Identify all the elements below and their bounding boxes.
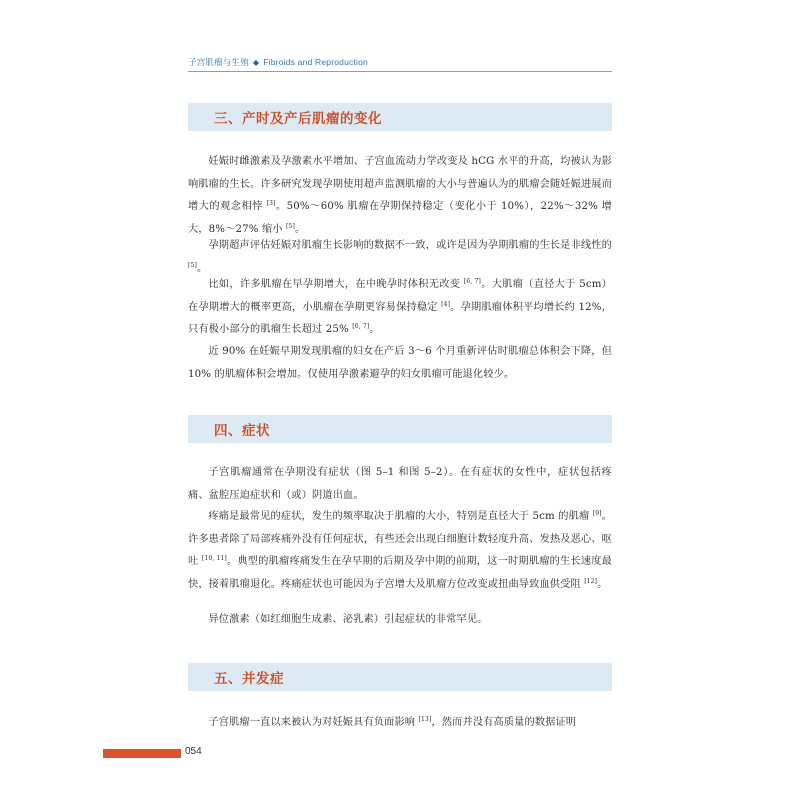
section-title: 三、产时及产后肌瘤的变化 — [214, 111, 382, 127]
paragraph — [188, 712, 612, 735]
paragraph — [188, 151, 612, 241]
paragraph — [188, 462, 612, 507]
paragraph-text: 子宫肌瘤一直以来被认为对妊娠具有负面影响 — [208, 717, 419, 728]
citation-reference: [10, 11] — [201, 555, 227, 562]
paragraph-text: 。孕期肌瘤体积平均增长约 12%，只有极小部分的肌瘤生长超过 25% — [188, 301, 612, 335]
section-heading-5 — [188, 663, 612, 691]
header-divider — [188, 71, 612, 72]
paragraph-text: 孕期超声评估妊娠对肌瘤生长影响的数据不一致，或许是因为孕期肌瘤的生长是非线性的 — [208, 240, 612, 251]
paragraph-text: 。典型的肌瘤疼痛发生在孕早期的后期及孕中期的前期，这一时期肌瘤的生长速度最快，接着肌瘤退化。疼痛症状也可能因为子宫增大及肌瘤方位改变或扭曲导致血供受阻 — [188, 556, 613, 590]
header-title-en: Fibroids and Reproduction — [263, 57, 368, 67]
paragraph-text: 。 — [597, 578, 608, 590]
paragraph-text: 。50%～60% 肌瘤在孕期保持稳定（变化小于 10%），22%～32% 增大，8%～27% 缩小 — [188, 201, 612, 235]
paragraph-text: 妊娠时雌激素及孕激素水平增加、子宫血流动力学改变及 hCG 水平的升高，均被认为影响肌瘤的生长。许多研究发现孕期使用超声监测肌瘤的大小与普遍认为的肌瘤会随妊娠进展而增大的观念相悖 — [188, 156, 612, 212]
paragraph-text: 近 90% 在妊娠早期发现肌瘤的妇女在产后 3～6 个月重新评估时肌瘤总体积会下降，但 10% 的肌瘤体积会增加。仅使用孕激素避孕的妇女肌瘤可能退化较少。 — [188, 346, 612, 380]
diamond-icon: ◆ — [252, 58, 260, 67]
citation-reference: [12] — [584, 577, 598, 585]
paragraph-text: 。大肌瘤（直径大于 5cm）在孕期增大的概率更高，小肌瘤在孕期更容易保持稳定 — [188, 279, 613, 313]
paragraph-text: ，然而并没有高质量的数据证明 — [431, 717, 577, 728]
section-heading-3 — [188, 103, 612, 131]
section-heading-4 — [188, 415, 612, 443]
header-title-cn: 子宫肌瘤与生殖 — [188, 57, 249, 67]
paragraph — [188, 609, 612, 632]
section-title: 四、症状 — [214, 423, 270, 439]
citation-reference: [5] — [188, 261, 197, 269]
paragraph — [188, 506, 612, 596]
citation-reference: [6, 7] — [463, 278, 482, 285]
citation-reference: [3] — [266, 200, 276, 207]
citation-reference: [6, 7] — [352, 323, 370, 330]
paragraph-text: 。 — [196, 262, 208, 274]
paragraph — [188, 341, 612, 386]
footer-accent-bar — [103, 749, 181, 758]
paragraph-text: 比如，许多肌瘤在早孕期增大，在中晚孕时体积无改变 — [208, 279, 464, 290]
citation-reference: [9] — [592, 510, 602, 517]
paragraph — [188, 274, 612, 342]
paragraph-text: 子宫肌瘤通常在孕期没有症状（图 5–1 和图 5–2）。在有症状的女性中，症状包括疼痛、盆腔压迫症状和（或）阴道出血。 — [188, 467, 612, 501]
citation-reference: [4] — [441, 300, 451, 308]
paragraph-text: 。 — [369, 324, 380, 335]
paragraph-text: 。 — [294, 223, 306, 235]
citation-reference: [5] — [286, 222, 295, 230]
paragraph-text: 。许多患者除了局部疼痛外没有任何症状，有些还会出现白细胞计数轻度升高、发热及恶心、呕吐 — [188, 511, 613, 567]
section-title: 五、并发症 — [214, 671, 284, 687]
paragraph-text: 异位激素（如红细胞生成素、泌乳素）引起症状的非常罕见。 — [208, 614, 488, 625]
running-header — [188, 56, 368, 68]
page-number: 054 — [185, 746, 202, 757]
paragraph-text: 疼痛是最常见的症状，发生的频率取决于肌瘤的大小，特别是直径大于 5cm 的肌瘤 — [208, 511, 593, 522]
citation-reference: [13] — [418, 716, 432, 723]
